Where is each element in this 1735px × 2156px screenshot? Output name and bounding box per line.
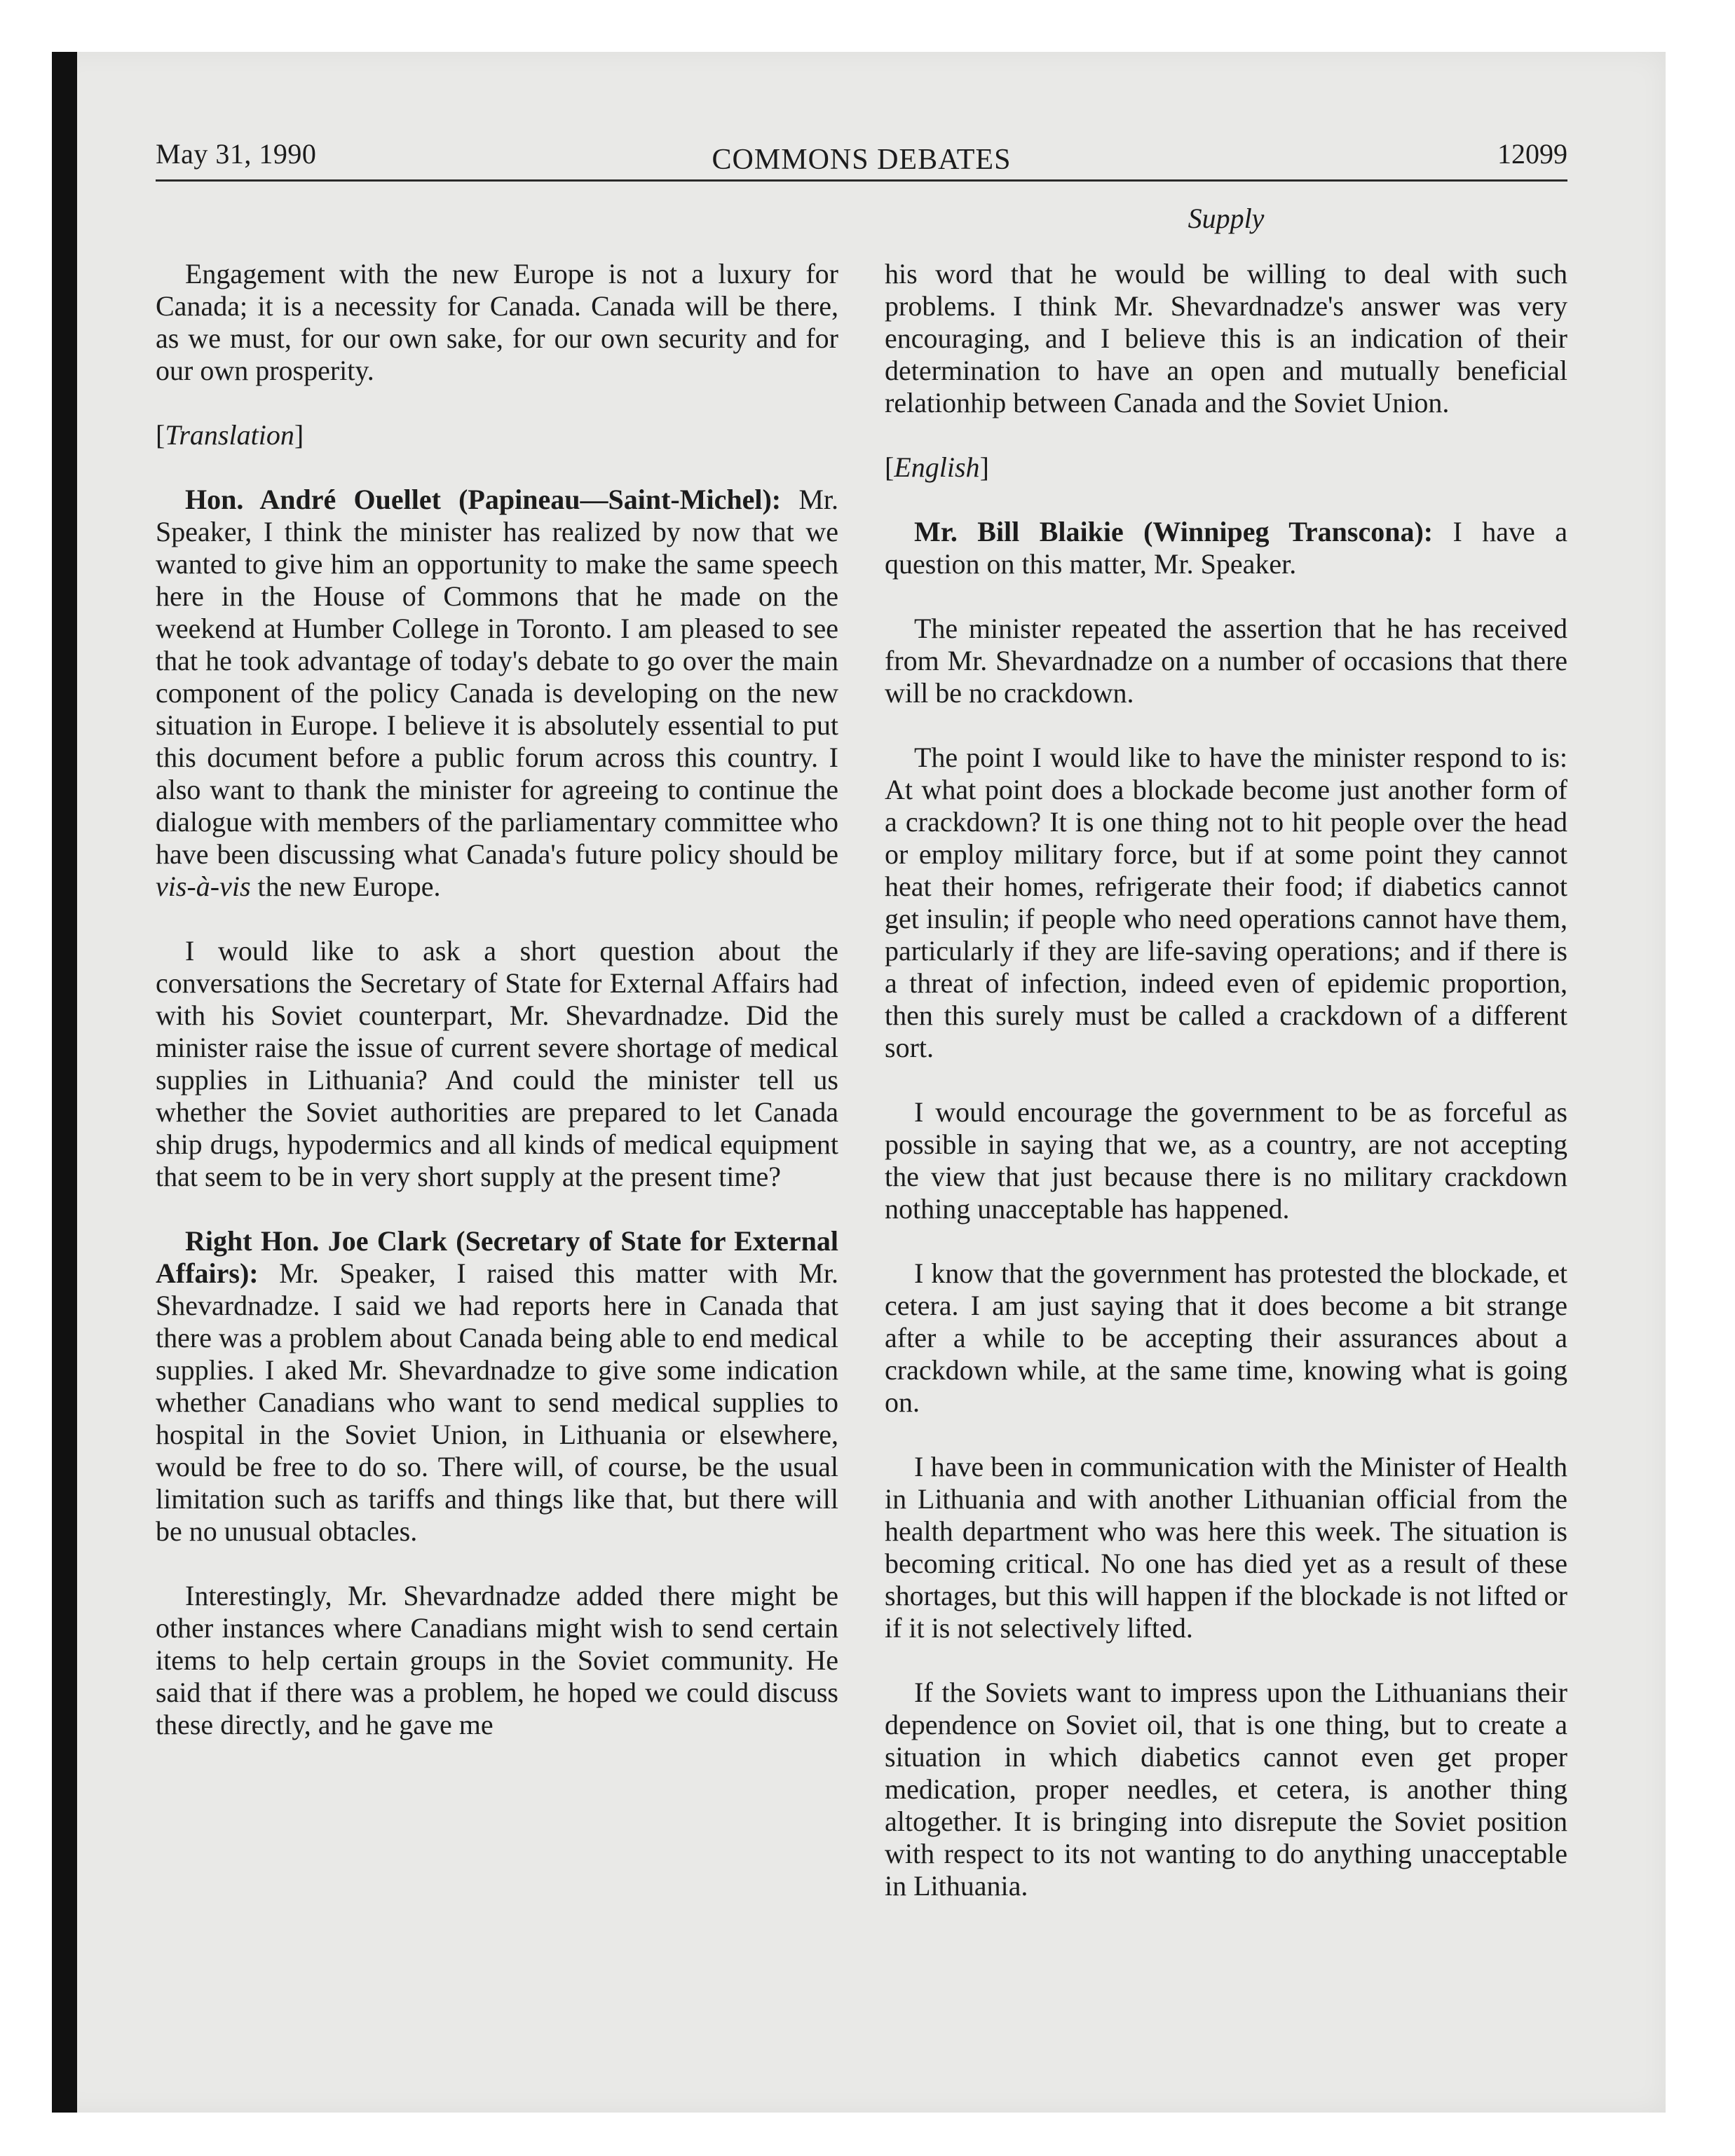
speech-text: the new Europe.: [250, 871, 441, 902]
paragraph: I know that the government has protested the blockade, et cetera. I am just saying that it does become a bit strange after a while to be accepting their assurances about a crackdown while, at the same time, knowing what is going on.: [885, 1257, 1567, 1418]
right-column: [885, 258, 1567, 1935]
page-number: 12099: [1497, 138, 1567, 170]
paragraph: The point I would like to have the minister respond to is: At what point does a blockade become just another form of a crackdown? It is one thing not to hit people over the head or employ military force, but if at some point they cannot heat their homes, refrigerate their food; if diabetics cannot get insulin; if people who need operations cannot have them, particularly if they are life-saving operations; and if there is a threat of infection, indeed even of epidemic proportion, then this surely must be called a crackdown of a different sort.: [885, 742, 1567, 1063]
speech-text-italic: vis-à-vis: [156, 871, 251, 902]
language-tag: [English]: [885, 451, 989, 483]
header-date: May 31, 1990: [156, 138, 317, 170]
speech-text: Mr. Speaker, I think the minister has realized by now that we wanted to give him an opportunity to make the same speech here in the House of Commons that he made on the weekend at Humber College in Toronto. I am pleased to see that he took advantage of today's debate to go over the main component of the policy Canada is developing on the new situation in Europe. I believe it is absolutely essential to put this document before a public forum across this country. I also want to thank the minister for agreeing to continue the dialogue with members of the parliamentary committee who have been discussing what Canada's future policy should be: [156, 484, 838, 870]
paragraph: If the Soviets want to impress upon the Lithuanians their dependence on Soviet oil, that is one thing, but to create a situation in which diabetics cannot even get proper medication, proper needles, et cetera, is another thing altogether. It is bringing into disrepute the Soviet position with respect to its not wanting to do anything unacceptable in Lithuania.: [885, 1677, 1567, 1902]
speaker-name: Right Hon. Joe Clark (Secretary of State for External Affairs):: [156, 1225, 838, 1289]
speaker-name: Mr. Bill Blaikie (Winnipeg Transcona):: [914, 516, 1434, 547]
language-tag: [Translation]: [156, 419, 304, 451]
speaker-name: Hon. André Ouellet (Papineau—Saint-Michel):: [185, 484, 782, 515]
paragraph: Engagement with the new Europe is not a luxury for Canada; it is a necessity for Canada. Canada will be there, as we must, for our own sake, for our own security and for our own prosperity.: [156, 258, 838, 386]
language-tag-label: English: [894, 451, 980, 483]
paragraph: his word that he would be willing to deal with such problems. I think Mr. Shevardnadze's answer was very encouraging, and I believe this is an indication of their determination to have an open and mutually beneficial relationhip between Canada and the Soviet Union.: [885, 258, 1567, 418]
left-column: [156, 258, 838, 1773]
paragraph: I would like to ask a short question about the conversations the Secretary of State for External Affairs had with his Soviet counterpart, Mr. Shevardnadze. Did the minister raise the issue of current severe shortage of medical supplies in Lithuania? And could the minister tell us whether the Soviet authorities are prepared to let Canada ship drugs, hypodermics and all kinds of medical equipment that seem to be in very short supply at the present time?: [156, 935, 838, 1192]
speech-blaikie: [885, 516, 1567, 580]
running-header: [156, 133, 1567, 182]
paragraph: Interestingly, Mr. Shevardnadze added there might be other instances where Canadians might wish to send certain items to help certain groups in the Soviet community. He said that if there was a problem, he hoped we could discuss these directly, and he gave me: [156, 1580, 838, 1740]
speech-clark: [156, 1225, 838, 1548]
paragraph: I would encourage the government to be as forceful as possible in saying that we, as a country, are not accepting the view that just because there is no military crackdown nothing unacceptable has happened.: [885, 1096, 1567, 1224]
speech-text: I have a question on this matter, Mr. Speaker.: [885, 516, 1567, 580]
header-title: COMMONS DEBATES: [712, 144, 1012, 176]
page-content: [156, 133, 1567, 2082]
paragraph: I have been in communication with the Minister of Health in Lithuania and with another Lithuanian official from the health department who was here this week. The situation is becoming critical. No one has died yet as a result of these shortages, but this will happen if the blockade is not lifted or if it is not selectively lifted.: [885, 1451, 1567, 1644]
speech-ouellet: [156, 484, 838, 903]
section-heading: Supply: [1188, 203, 1265, 234]
language-tag-label: Translation: [165, 419, 294, 451]
binding-edge: [52, 52, 77, 2113]
speech-text: Mr. Speaker, I raised this matter with Mr. Shevardnadze. I said we had reports here in Canada that there was a problem about Canada being able to end medical supplies. I aked Mr. Shevardnadze to give some indication whether Canadians who want to send medical supplies to hospital in the Soviet Union, in Lithuania or elsewhere, would be free to do so. There will, of course, be the usual limitation such as tariffs and things like that, but there will be no unusual obtacles.: [156, 1257, 838, 1547]
paragraph: The minister repeated the assertion that he has received from Mr. Shevardnadze on a number of occasions that there will be no crackdown.: [885, 613, 1567, 709]
